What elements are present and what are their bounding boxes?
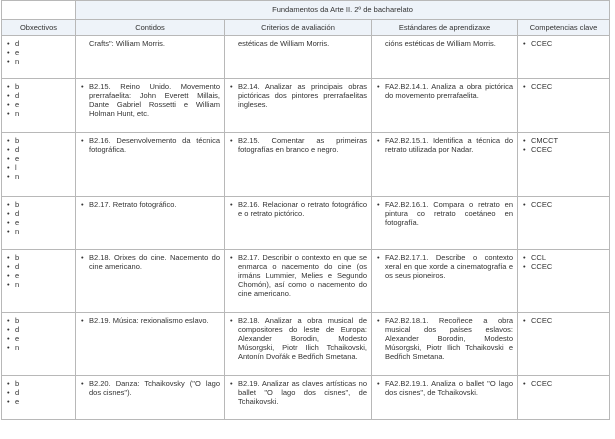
competence-item: • CCEC: [522, 262, 605, 271]
competence-item: • CMCCT: [522, 136, 605, 145]
criteria-item: [229, 39, 367, 48]
objective-item: • b: [6, 316, 71, 325]
objective-item: • e: [6, 154, 71, 163]
objectives-list: [6, 39, 71, 66]
table-row: [2, 133, 610, 197]
objectives-list: [6, 253, 71, 289]
criteria-cell: [225, 313, 372, 376]
bullet-icon: •: [230, 82, 233, 91]
objective-item: • b: [6, 136, 71, 145]
objective-item: • d: [6, 91, 71, 100]
standards-text: FA2.B2.14.1. Analiza a obra pictórica do movemento prerrafaelita.: [385, 82, 513, 101]
standards-cell: [372, 197, 518, 250]
objective-item: • e: [6, 218, 71, 227]
contents-cell: [76, 79, 225, 133]
bullet-icon: •: [377, 316, 380, 325]
header-corner-cell: [2, 1, 76, 20]
criteria-text: B2.18. Analizar a obra musical de compositores do leste de Europa: Alexander Borodin, Modesto Músorgski, Piotr Ilich Tchaikovski, Antonín Dvořák e Bedřich Smetana.: [238, 316, 367, 362]
contents-text: B2.15. Reino Unido. Movemento prerrafaelita: John Everett Millais, Dante Gabriel Rossetti e William Holman Hunt, etc.: [89, 82, 220, 119]
bullet-icon: •: [230, 200, 233, 209]
standards-cell: [372, 36, 518, 79]
bullet-icon: •: [81, 316, 84, 325]
objectives-cell: [2, 250, 76, 313]
bullet-icon: •: [377, 200, 380, 209]
standards-text: FA2.B2.19.1. Analiza o ballet "O lago dos cisnes", de Tchaikovski.: [385, 379, 513, 398]
contents-text: B2.18. Orixes do cine. Nacemento do cine americano.: [89, 253, 220, 272]
table-row: [2, 376, 610, 420]
objectives-cell: [2, 36, 76, 79]
objectives-cell: [2, 79, 76, 133]
standards-cell: [372, 133, 518, 197]
objectives-cell: [2, 313, 76, 376]
objective-item: • n: [6, 227, 71, 236]
standards-cell: [372, 376, 518, 420]
objective-item: • d: [6, 325, 71, 334]
objective-item: • e: [6, 334, 71, 343]
objective-item: • n: [6, 280, 71, 289]
competence-item: • CCEC: [522, 145, 605, 154]
criteria-item: [229, 253, 367, 298]
criteria-text: B2.17. Describir o contexto en que se enmarca o nacemento do cine (os irmáns Lummier, Melies e Segundo Chomón), así como o nacemento do cine americano.: [238, 253, 367, 299]
objective-item: • e: [6, 100, 71, 109]
bullet-icon: •: [377, 253, 380, 262]
competences-list: [522, 253, 605, 271]
criteria-cell: [225, 133, 372, 197]
standards-text: FA2.B2.17.1. Describe o contexto xeral en que xorde a cinematografía e os seus pioneiros.: [385, 253, 513, 281]
column-header-contents: Contidos: [76, 20, 225, 36]
objectives-list: [6, 136, 71, 181]
objective-item: • b: [6, 253, 71, 262]
criteria-cell: [225, 376, 372, 420]
bullet-icon: •: [81, 136, 84, 145]
standards-item: [376, 200, 513, 227]
objective-item: • d: [6, 39, 71, 48]
bullet-icon: •: [377, 379, 380, 388]
criteria-item: [229, 379, 367, 406]
contents-text: Crafts": William Morris.: [89, 39, 165, 48]
bullet-icon: •: [230, 136, 233, 145]
competences-cell: [518, 197, 610, 250]
objective-item: • n: [6, 343, 71, 352]
contents-item: [80, 316, 220, 325]
objectives-list: [6, 379, 71, 406]
bullet-icon: •: [230, 316, 233, 325]
objectives-list: [6, 82, 71, 118]
competences-cell: [518, 36, 610, 79]
table-body: [2, 36, 610, 420]
contents-item: [80, 379, 220, 397]
competences-cell: [518, 376, 610, 420]
bullet-icon: •: [81, 82, 84, 91]
standards-text: FA2.B2.18.1. Recoñece a obra musical dos países eslavos: Alexander Borodin, Modesto Músorgski, Piotr Ilich Tchaikovski e Bedřich Smetana.: [385, 316, 513, 362]
standards-item: [376, 82, 513, 100]
standards-item: [376, 316, 513, 361]
bullet-icon: •: [230, 379, 233, 388]
bullet-icon: •: [377, 82, 380, 91]
standards-text: cións estéticas de William Morris.: [385, 39, 496, 48]
objective-item: • l: [6, 163, 71, 172]
criteria-item: [229, 82, 367, 109]
criteria-cell: [225, 250, 372, 313]
competence-item: • CCEC: [522, 82, 605, 91]
standards-item: [376, 253, 513, 280]
standards-cell: [372, 79, 518, 133]
standards-item: [376, 136, 513, 154]
competences-list: [522, 200, 605, 209]
contents-cell: [76, 36, 225, 79]
table-row: [2, 79, 610, 133]
objective-item: • d: [6, 145, 71, 154]
bullet-icon: •: [81, 253, 84, 262]
objective-item: • e: [6, 271, 71, 280]
contents-item: [80, 136, 220, 154]
contents-cell: [76, 313, 225, 376]
criteria-cell: [225, 197, 372, 250]
objective-item: • b: [6, 200, 71, 209]
contents-cell: [76, 133, 225, 197]
contents-item: [80, 253, 220, 271]
criteria-cell: [225, 36, 372, 79]
objective-item: • d: [6, 388, 71, 397]
competences-list: [522, 82, 605, 91]
criteria-item: [229, 136, 367, 154]
objective-item: • d: [6, 262, 71, 271]
bullet-icon: •: [81, 379, 84, 388]
objectives-cell: [2, 197, 76, 250]
competences-list: [522, 39, 605, 48]
standards-text: FA2.B2.15.1. Identifica a técnica do retrato utilizada por Nadar.: [385, 136, 513, 155]
objective-item: • e: [6, 397, 71, 406]
competence-item: • CCEC: [522, 379, 605, 388]
criteria-text: B2.19. Analizar as claves artísticas no ballet "O lago dos cisnes", de Tchaikovski.: [238, 379, 367, 407]
criteria-cell: [225, 79, 372, 133]
competences-list: [522, 136, 605, 154]
contents-item: [80, 39, 220, 48]
competences-cell: [518, 313, 610, 376]
objective-item: • n: [6, 109, 71, 118]
bullet-icon: •: [230, 253, 233, 262]
contents-item: [80, 200, 220, 209]
column-header-objectives: Obxectivos: [2, 20, 76, 36]
criteria-item: [229, 200, 367, 218]
competence-item: • CCL: [522, 253, 605, 262]
bullet-icon: •: [377, 136, 380, 145]
bullet-icon: •: [81, 200, 84, 209]
criteria-text: B2.15. Comentar as primeiras fotografías en branco e negro.: [238, 136, 367, 155]
competence-item: • CCEC: [522, 200, 605, 209]
table-title: Fundamentos da Arte II. 2º de bacharelato: [76, 1, 610, 20]
competences-cell: [518, 250, 610, 313]
table-row: [2, 250, 610, 313]
standards-item: [376, 39, 513, 48]
contents-cell: [76, 250, 225, 313]
competences-list: [522, 379, 605, 388]
contents-text: B2.20. Danza: Tchaikovsky ("O lago dos cisnes").: [89, 379, 220, 398]
standards-text: FA2.B2.16.1. Compara o retrato en pintura co retrato coetáneo en fotografía.: [385, 200, 513, 228]
column-header-criteria: Criterios de avaliación: [225, 20, 372, 36]
competences-cell: [518, 133, 610, 197]
contents-text: B2.17. Retrato fotográfico.: [89, 200, 177, 209]
column-header-competences: Competencias clave: [518, 20, 610, 36]
criteria-text: B2.16. Relacionar o retrato fotográfico e o retrato pictórico.: [238, 200, 367, 219]
objective-item: • n: [6, 57, 71, 66]
standards-item: [376, 379, 513, 397]
competence-item: • CCEC: [522, 316, 605, 325]
column-header-standards: Estándares de aprendizaxe: [372, 20, 518, 36]
competences-cell: [518, 79, 610, 133]
objective-item: • b: [6, 379, 71, 388]
objectives-cell: [2, 376, 76, 420]
criteria-text: B2.14. Analizar as principais obras pictóricas dos pintores prerrafaelitas ingleses.: [238, 82, 367, 110]
standards-cell: [372, 250, 518, 313]
objectives-list: [6, 316, 71, 352]
standards-cell: [372, 313, 518, 376]
objective-item: • b: [6, 82, 71, 91]
table-row: [2, 36, 610, 79]
objectives-list: [6, 200, 71, 236]
contents-text: B2.19. Música: rexionalismo eslavo.: [89, 316, 209, 325]
criteria-item: [229, 316, 367, 361]
objective-item: • n: [6, 172, 71, 181]
objective-item: • e: [6, 48, 71, 57]
table-row: [2, 313, 610, 376]
objective-item: • d: [6, 209, 71, 218]
curriculum-table: [1, 0, 610, 420]
contents-item: [80, 82, 220, 118]
contents-cell: [76, 376, 225, 420]
objectives-cell: [2, 133, 76, 197]
competences-list: [522, 316, 605, 325]
contents-text: B2.16. Desenvolvemento da técnica fotográfica.: [89, 136, 220, 155]
criteria-text: estéticas de William Morris.: [238, 39, 330, 48]
competence-item: • CCEC: [522, 39, 605, 48]
contents-cell: [76, 197, 225, 250]
table-row: [2, 197, 610, 250]
